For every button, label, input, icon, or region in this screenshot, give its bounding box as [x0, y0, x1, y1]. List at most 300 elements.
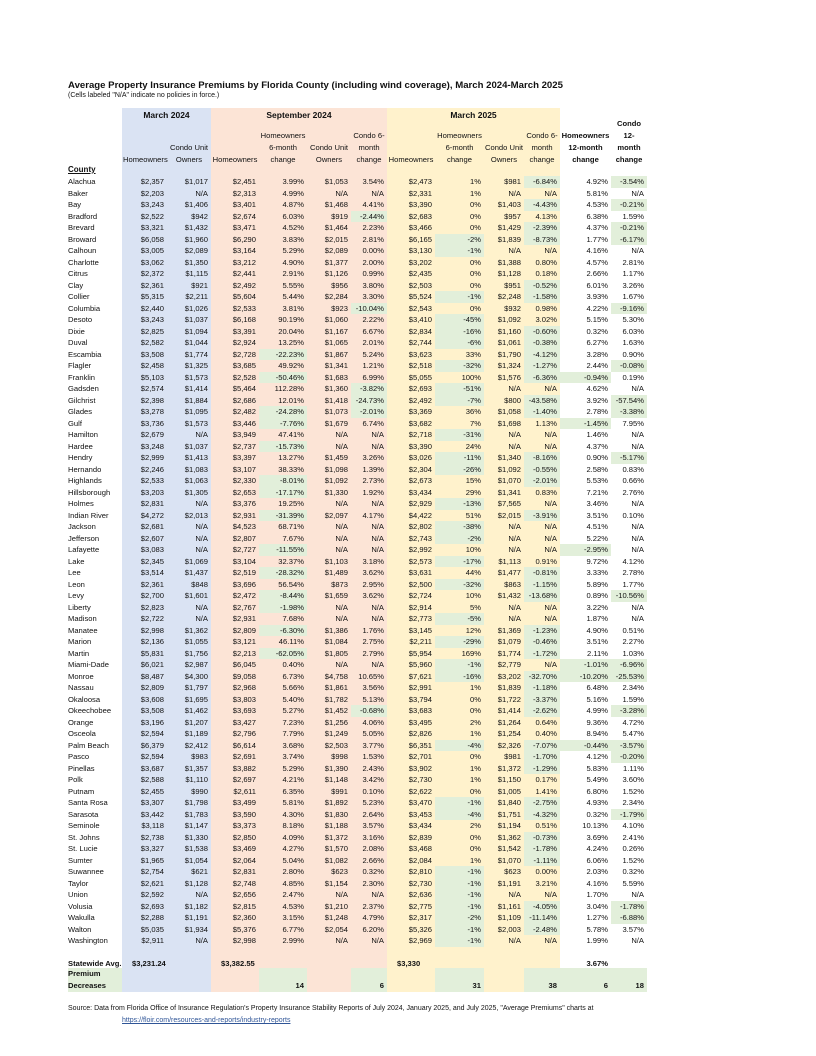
sep24-condo-change-cell: 1.53%: [362, 752, 384, 762]
source-link[interactable]: https://floir.com/resources-and-reports/industry-reports: [122, 1017, 291, 1024]
table-row: [68, 360, 647, 372]
sep24-condo-cell: $919: [331, 211, 348, 221]
sep24-homeowners-change-cell: 5.29%: [282, 763, 304, 773]
county-name: Liberty: [68, 602, 91, 612]
sep24-homeowners-cell: $5,376: [232, 924, 256, 934]
mar25-condo-change-cell: N/A: [544, 660, 557, 670]
mar25-condo-change-cell: -43.58%: [524, 395, 560, 407]
condo-12mo-change-cell: 4.12%: [622, 556, 644, 566]
county-name: Glades: [68, 407, 93, 417]
sep24-condo-change-cell: 2.64%: [362, 809, 384, 819]
condo-12mo-change-decrease-count: 18: [611, 968, 647, 992]
mar24-condo-cell: $1,573: [184, 372, 208, 382]
mar24-condo-cell: $1,774: [184, 349, 208, 359]
sep24-condo-cell: $1,341: [324, 361, 348, 371]
homeowners-12mo-change-cell: 1.87%: [586, 614, 608, 624]
mar25-homeowners-change-cell: 44%: [465, 568, 481, 578]
sep24-homeowners-change-cell: 5.66%: [282, 683, 304, 693]
table-row: [68, 199, 647, 211]
sep24-homeowners-change-cell: 4.52%: [282, 223, 304, 233]
sep24-condo-change-cell: 0.10%: [362, 786, 384, 796]
homeowners-12mo-change-cell: 2.78%: [586, 407, 608, 417]
mar25-condo-cell: $1,432: [497, 591, 521, 601]
homeowners-12mo-change-cell: 4.16%: [586, 246, 608, 256]
sep24-homeowners-cell: $2,674: [232, 211, 256, 221]
mar25-condo-change-cell: N/A: [544, 614, 557, 624]
mar24-condo-cell: $1,037: [184, 441, 208, 451]
mar24-condo-cell: $1,044: [184, 338, 208, 348]
table-row: [68, 751, 647, 763]
mar25-homeowners-cell: $3,683: [408, 706, 432, 716]
county-name: Jackson: [68, 522, 96, 532]
mar24-condo-cell: $1,960: [184, 234, 208, 244]
sep24-condo-change-cell: 2.23%: [362, 223, 384, 233]
mar25-homeowners-change-cell: 1%: [470, 683, 481, 693]
homeowners-12mo-change-cell: 0.90%: [586, 453, 608, 463]
mar25-condo-cell: $1,079: [497, 637, 521, 647]
table-row: [68, 717, 647, 729]
mar25-condo-cell: $1,340: [497, 453, 521, 463]
sep24-condo-cell: $1,148: [324, 775, 348, 785]
sep24-homeowners-cell: $3,882: [232, 763, 256, 773]
mar24-homeowners-cell: $2,607: [140, 533, 164, 543]
sep24-condo-change-cell: N/A: [371, 614, 384, 624]
sep24-condo-cell: $1,464: [324, 223, 348, 233]
table-row: [68, 383, 647, 395]
sep24-homeowners-change-cell: 3.83%: [282, 234, 304, 244]
mar25-homeowners-cell: $2,518: [408, 361, 432, 371]
mar25-homeowners-change-cell: 1%: [470, 188, 481, 198]
sep24-condo-change-cell: 5.24%: [362, 349, 384, 359]
condo-12mo-change-cell: 2.34%: [622, 683, 644, 693]
mar25-condo-change-cell: N/A: [544, 890, 557, 900]
mar25-homeowners-change-cell: 0%: [470, 694, 481, 704]
mar24-condo-cell: $2,412: [184, 740, 208, 750]
condo-12mo-change-cell: 0.10%: [622, 510, 644, 520]
mar24-condo-cell: $2,013: [184, 510, 208, 520]
mar25-condo-cell: N/A: [508, 246, 521, 256]
mar24-condo-cell: $1,695: [184, 694, 208, 704]
mar25-condo-change-cell: -1.15%: [524, 579, 560, 591]
sep24-homeowners-cell: $9,058: [232, 671, 256, 681]
sep24-condo-cell: $1,082: [324, 855, 348, 865]
sep24-condo-change-cell: 6.99%: [362, 372, 384, 382]
mar25-homeowners-change-cell: 1%: [470, 775, 481, 785]
mar25-homeowners-cell: $3,470: [408, 798, 432, 808]
county-name: Jefferson: [68, 533, 100, 543]
mar24-condo-cell: N/A: [195, 499, 208, 509]
condo-12mo-change-cell: N/A: [631, 533, 644, 543]
sep24-homeowners-cell: $2,656: [232, 890, 256, 900]
sep24-condo-cell: $1,248: [324, 913, 348, 923]
sep24-homeowners-cell: $2,968: [232, 683, 256, 693]
sep24-homeowners-change-cell: 7.67%: [282, 533, 304, 543]
sep24-homeowners-change-cell: 49.92%: [278, 361, 304, 371]
homeowners-12mo-change-cell: 7.21%: [586, 487, 608, 497]
group-header-march-2025: March 2025: [450, 110, 497, 120]
sep24-condo-change-cell: 3.54%: [362, 177, 384, 187]
sep24-condo-cell: $1,330: [324, 487, 348, 497]
mar25-homeowners-cell: $2,503: [408, 280, 432, 290]
sep24-condo-cell: $1,210: [324, 901, 348, 911]
mar25-condo-change-cell: -0.81%: [524, 567, 560, 579]
table-row: [68, 418, 647, 430]
mar25-condo-cell: $1,372: [497, 763, 521, 773]
sep24-condo-cell: $1,249: [324, 729, 348, 739]
sep24-homeowners-change-cell: -62.05%: [259, 648, 307, 660]
mar25-condo-change-cell: -8.73%: [524, 234, 560, 246]
mar25-homeowners-cell: $3,466: [408, 223, 432, 233]
sep24-homeowners-cell: $2,519: [232, 568, 256, 578]
mar25-condo-change-cell: -1.29%: [524, 763, 560, 775]
sep24-condo-cell: $1,256: [324, 717, 348, 727]
sep24-condo-cell: $1,679: [324, 418, 348, 428]
sep24-condo-cell: $873: [331, 579, 348, 589]
mar24-homeowners-cell: $2,679: [140, 430, 164, 440]
sep24-condo-cell: $1,103: [324, 556, 348, 566]
mar25-homeowners-change-cell: -16%: [435, 326, 484, 338]
mar25-homeowners-cell: $2,992: [408, 545, 432, 555]
mar25-homeowners-change-cell: 0%: [470, 844, 481, 854]
table-row: [68, 326, 647, 338]
county-name: Polk: [68, 775, 83, 785]
mar24-condo-cell: $1,069: [184, 556, 208, 566]
sep24-condo-change-cell: 5.05%: [362, 729, 384, 739]
mar25-homeowners-change-cell: -1%: [435, 924, 484, 936]
sep24-homeowners-cell: $2,611: [233, 786, 256, 796]
homeowners-12mo-change-cell: 3.33%: [586, 568, 608, 578]
sep24-homeowners-cell: $2,697: [232, 775, 256, 785]
mar24-homeowners-cell: $2,754: [140, 867, 164, 877]
mar24-homeowners-cell: $3,083: [140, 545, 164, 555]
homeowners-12mo-change-cell: 3.46%: [586, 499, 608, 509]
table-row: [68, 521, 647, 533]
sep24-condo-change-cell: 0.99%: [362, 269, 384, 279]
premium-decreases-label-line: Decreases: [68, 981, 107, 990]
mar24-homeowners-cell: $4,272: [140, 510, 164, 520]
condo-12mo-change-cell: N/A: [631, 188, 644, 198]
condo-12mo-change-cell: -9.16%: [611, 303, 647, 315]
mar25-homeowners-cell: $2,718: [408, 430, 432, 440]
sep24-condo-change-cell: 4.79%: [362, 913, 384, 923]
sep24-homeowners-change-cell: -6.30%: [259, 625, 307, 637]
mar24-homeowners-cell: $6,021: [140, 660, 164, 670]
mar25-condo-change-cell: 0.98%: [535, 303, 557, 313]
column-header-mar24-condo: Condo Unit Owners: [170, 143, 208, 164]
sep24-homeowners-cell: $2,748: [232, 878, 256, 888]
mar25-condo-cell: $1,751: [497, 809, 521, 819]
homeowners-12mo-change-cell: 0.32%: [586, 326, 608, 336]
mar25-homeowners-change-cell: 1%: [470, 855, 481, 865]
sep24-condo-cell: $998: [331, 752, 348, 762]
sep24-homeowners-change-cell: -1.98%: [259, 602, 307, 614]
table-row: [68, 935, 647, 947]
mar25-homeowners-cell: $2,673: [408, 476, 432, 486]
mar24-homeowners-cell: $5,831: [140, 648, 164, 658]
mar25-homeowners-cell: $2,211: [409, 637, 432, 647]
mar25-condo-cell: $800: [504, 395, 521, 405]
mar24-homeowners-cell: $3,203: [140, 487, 164, 497]
table-row: [68, 429, 647, 441]
mar24-condo-cell: $1,573: [184, 418, 208, 428]
sep24-homeowners-cell: $6,168: [232, 315, 256, 325]
sep24-homeowners-change-cell: 4.53%: [282, 901, 304, 911]
mar25-homeowners-cell: $2,991: [408, 683, 432, 693]
table-row: [68, 567, 647, 579]
mar24-condo-cell: $1,797: [184, 683, 208, 693]
homeowners-12mo-change-cell: 10.13%: [582, 821, 608, 831]
county-name: Monroe: [68, 671, 94, 681]
mar25-homeowners-cell: $2,084: [408, 855, 432, 865]
source-note: Source: Data from Florida Office of Insurance Regulation's Property Insurance Stability Reports of July 2024, January 2025, and July 2025, "Average Premiums" charts at: [68, 1005, 594, 1012]
homeowners-12mo-change-cell: 5.16%: [586, 694, 608, 704]
sep24-condo-change-cell: N/A: [371, 430, 384, 440]
sep24-condo-cell: N/A: [335, 936, 348, 946]
table-row: [68, 924, 647, 936]
mar25-homeowners-cell: $3,202: [408, 257, 432, 267]
sep24-condo-cell: $2,097: [324, 510, 348, 520]
sep24-condo-change-cell: 6.20%: [362, 924, 384, 934]
mar24-homeowners-cell: $2,288: [140, 913, 164, 923]
mar25-homeowners-change-cell: -31%: [435, 429, 484, 441]
county-name: Orange: [68, 717, 94, 727]
sep24-homeowners-cell: $3,469: [232, 844, 256, 854]
mar24-condo-cell: $1,189: [184, 729, 208, 739]
mar25-condo-cell: N/A: [508, 936, 521, 946]
condo-12mo-change-cell: N/A: [631, 441, 644, 451]
sep24-condo-cell: $923: [331, 303, 348, 313]
sep24-homeowners-cell: $3,499: [232, 798, 256, 808]
mar25-condo-change-cell: N/A: [544, 522, 557, 532]
condo-12mo-change-cell: 2.34%: [622, 798, 644, 808]
mar25-condo-change-cell: -1.40%: [524, 406, 560, 418]
sep24-condo-cell: $1,065: [324, 338, 348, 348]
mar24-homeowners-cell: $2,738: [140, 832, 164, 842]
sep24-homeowners-cell: $3,164: [232, 246, 256, 256]
county-name: Wakulla: [68, 913, 95, 923]
mar25-homeowners-change-cell: -4%: [435, 740, 484, 752]
mar24-condo-cell: $1,884: [184, 395, 208, 405]
mar25-homeowners-cell: $3,434: [408, 487, 432, 497]
mar25-condo-cell: $1,722: [497, 694, 521, 704]
condo-12mo-change-cell: -1.79%: [611, 809, 647, 821]
mar25-homeowners-change-cell: 5%: [470, 602, 481, 612]
sep24-condo-cell: $1,092: [324, 476, 348, 486]
sep24-condo-change-cell: N/A: [371, 890, 384, 900]
mar24-homeowners-cell: $2,458: [140, 361, 164, 371]
mar24-homeowners-cell: $2,440: [140, 303, 164, 313]
county-name: Charlotte: [68, 257, 99, 267]
table-row: [68, 774, 647, 786]
sep24-condo-change-cell: 1.21%: [362, 361, 384, 371]
mar25-homeowners-cell: $2,683: [408, 211, 432, 221]
mar24-condo-cell: $2,211: [185, 292, 208, 302]
sep24-homeowners-change-cell: 5.55%: [282, 280, 304, 290]
sep24-homeowners-change-cell: 20.04%: [278, 326, 304, 336]
mar24-condo-cell: $621: [191, 867, 208, 877]
sep24-condo-cell: $1,861: [324, 683, 348, 693]
mar25-condo-change-cell: -1.11%: [524, 855, 560, 867]
mar25-condo-cell: $1,341: [497, 487, 521, 497]
mar25-homeowners-cell: $3,369: [408, 407, 432, 417]
mar25-condo-cell: $1,061: [497, 338, 521, 348]
sep24-condo-cell: $1,360: [324, 384, 348, 394]
sep24-homeowners-change-cell: 12.01%: [278, 395, 304, 405]
sep24-homeowners-cell: $2,330: [232, 476, 256, 486]
mar25-condo-cell: $951: [504, 280, 521, 290]
sep24-homeowners-change-cell: -8.01%: [259, 475, 307, 487]
county-name: Suwannee: [68, 867, 104, 877]
homeowners-12mo-change-cell: 4.37%: [586, 223, 608, 233]
mar25-condo-change-cell: -1.27%: [524, 360, 560, 372]
mar25-condo-cell: $7,565: [497, 499, 521, 509]
table-row: [68, 671, 647, 683]
sep24-condo-cell: $1,060: [324, 315, 348, 325]
mar25-homeowners-cell: $2,834: [408, 326, 432, 336]
homeowners-12mo-change-cell: 4.51%: [586, 522, 608, 532]
sep24-condo-change-cell: N/A: [371, 602, 384, 612]
county-name: Hamilton: [68, 430, 98, 440]
homeowners-12mo-change-cell: 0.32%: [586, 809, 608, 819]
sep24-condo-cell: N/A: [335, 522, 348, 532]
condo-12mo-change-cell: -6.17%: [611, 234, 647, 246]
sep24-condo-change-cell: N/A: [371, 533, 384, 543]
mar25-condo-change-cell: -0.73%: [524, 832, 560, 844]
homeowners-12mo-change-decrease-count: 6: [560, 968, 611, 992]
mar25-homeowners-cell: $2,304: [408, 464, 432, 474]
county-column-header: County: [68, 165, 96, 174]
mar25-homeowners-cell: $3,130: [408, 246, 432, 256]
condo-12mo-change-cell: -0.21%: [611, 222, 647, 234]
sep24-condo-cell: $1,489: [324, 568, 348, 578]
column-header-condo-12mo-change: Condo 12-month change: [615, 119, 643, 164]
mar24-homeowners-cell: $2,621: [140, 878, 164, 888]
sep24-condo-change-cell: -3.82%: [351, 383, 387, 395]
sep24-condo-cell: $2,284: [324, 292, 348, 302]
mar24-homeowners-cell: $2,823: [140, 602, 164, 612]
mar24-condo-cell: N/A: [195, 188, 208, 198]
condo-12mo-change-cell: N/A: [631, 936, 644, 946]
mar25-condo-cell: N/A: [508, 441, 521, 451]
mar24-homeowners-cell: $2,998: [140, 625, 164, 635]
table-row: [68, 625, 647, 637]
table-row: [68, 855, 647, 867]
sep24-homeowners-change-cell: 6.73%: [282, 671, 304, 681]
sep24-homeowners-change-cell: 5.44%: [282, 292, 304, 302]
sep24-condo-cell: $1,418: [324, 395, 348, 405]
sep24-condo-cell: $1,084: [324, 637, 348, 647]
mar24-condo-cell: $1,026: [184, 303, 208, 313]
homeowners-12mo-change-cell: 9.72%: [586, 556, 608, 566]
mar25-homeowners-change-cell: 0%: [470, 257, 481, 267]
homeowners-12mo-change-cell: 4.57%: [586, 257, 608, 267]
mar25-homeowners-change-cell: -1%: [435, 935, 484, 947]
sep24-homeowners-cell: $3,212: [232, 257, 256, 267]
mar24-homeowners-cell: $2,136: [140, 637, 164, 647]
condo-12mo-change-cell: 5.47%: [622, 729, 644, 739]
mar24-homeowners-cell: $3,508: [140, 349, 164, 359]
table-row: [68, 889, 647, 901]
sep24-condo-change-cell: 10.65%: [358, 671, 384, 681]
sep24-homeowners-change-cell: 4.99%: [282, 188, 304, 198]
mar24-homeowners-cell: $1,965: [140, 855, 164, 865]
sep24-homeowners-cell: $2,809: [232, 625, 256, 635]
mar24-homeowners-cell: $3,508: [140, 706, 164, 716]
mar24-condo-cell: $1,406: [184, 200, 208, 210]
table-row: [68, 337, 647, 349]
sep24-condo-change-cell: 4.06%: [362, 717, 384, 727]
mar25-condo-change-cell: -4.43%: [524, 199, 560, 211]
mar24-homeowners-cell: $2,361: [140, 280, 164, 290]
sep24-homeowners-change-cell: -28.32%: [259, 567, 307, 579]
mar24-homeowners-cell: $3,243: [140, 315, 164, 325]
mar25-condo-change-cell: -2.39%: [524, 222, 560, 234]
county-name: Santa Rosa: [68, 798, 108, 808]
sep24-homeowners-statewide: $3,382.55: [221, 959, 255, 969]
mar25-homeowners-change-cell: -7%: [435, 395, 484, 407]
condo-12mo-change-cell: 0.26%: [622, 844, 644, 854]
county-name: Desoto: [68, 315, 93, 325]
sep24-homeowners-change-cell: 4.09%: [282, 832, 304, 842]
mar25-homeowners-cell: $2,743: [408, 533, 432, 543]
sep24-homeowners-cell: $3,696: [232, 579, 256, 589]
homeowners-12mo-change-cell: 3.51%: [586, 637, 608, 647]
sep24-homeowners-change-cell: 3.68%: [282, 740, 304, 750]
mar25-condo-change-cell: -0.60%: [524, 326, 560, 338]
sep24-homeowners-cell: $3,949: [232, 430, 256, 440]
mar24-homeowners-cell: $3,005: [140, 246, 164, 256]
homeowners-12mo-change-cell: 8.94%: [586, 729, 608, 739]
mar24-condo-cell: $1,350: [184, 257, 208, 267]
homeowners-12mo-change-cell: 3.22%: [586, 602, 608, 612]
sep24-homeowners-cell: $3,693: [232, 706, 256, 716]
county-name: Hardee: [68, 441, 93, 451]
mar25-homeowners-change-cell: -32%: [435, 360, 484, 372]
mar25-homeowners-cell: $2,724: [408, 591, 432, 601]
county-name: Lee: [68, 568, 81, 578]
condo-12mo-change-cell: 0.51%: [622, 625, 644, 635]
county-name: Pinellas: [68, 763, 95, 773]
sep24-condo-change-cell: 1.92%: [362, 487, 384, 497]
homeowners-12mo-change-cell: -2.95%: [560, 544, 611, 556]
mar25-homeowners-cell: $3,682: [408, 418, 432, 428]
mar25-homeowners-cell: $3,902: [408, 763, 432, 773]
mar24-homeowners-cell: $3,608: [140, 694, 164, 704]
mar25-homeowners-change-cell: -38%: [435, 521, 484, 533]
sep24-homeowners-cell: $2,528: [232, 372, 256, 382]
condo-12mo-change-cell: -5.17%: [611, 452, 647, 464]
condo-12mo-change-cell: -3.54%: [611, 176, 647, 188]
mar24-condo-cell: $1,756: [184, 648, 208, 658]
mar25-condo-cell: $2,015: [497, 510, 521, 520]
sep24-condo-change-cell: 2.30%: [362, 878, 384, 888]
mar25-homeowners-change-cell: 0%: [470, 211, 481, 221]
condo-12mo-change-cell: 2.78%: [622, 568, 644, 578]
sep24-condo-change-cell: 4.17%: [362, 510, 384, 520]
condo-12mo-change-cell: 2.81%: [622, 257, 644, 267]
mar25-condo-cell: N/A: [508, 614, 521, 624]
mar25-condo-change-cell: 1.13%: [535, 418, 557, 428]
sep24-homeowners-cell: $2,831: [232, 867, 256, 877]
sep24-homeowners-cell: $3,803: [232, 694, 256, 704]
mar25-condo-change-cell: N/A: [544, 246, 557, 256]
mar25-condo-cell: $3,202: [497, 671, 521, 681]
condo-12mo-change-cell: -25.53%: [611, 671, 647, 683]
condo-12mo-change-cell: N/A: [631, 522, 644, 532]
table-row: [68, 820, 647, 832]
mar24-condo-cell: $1,147: [184, 821, 208, 831]
mar25-condo-change-cell: 3.21%: [535, 878, 557, 888]
